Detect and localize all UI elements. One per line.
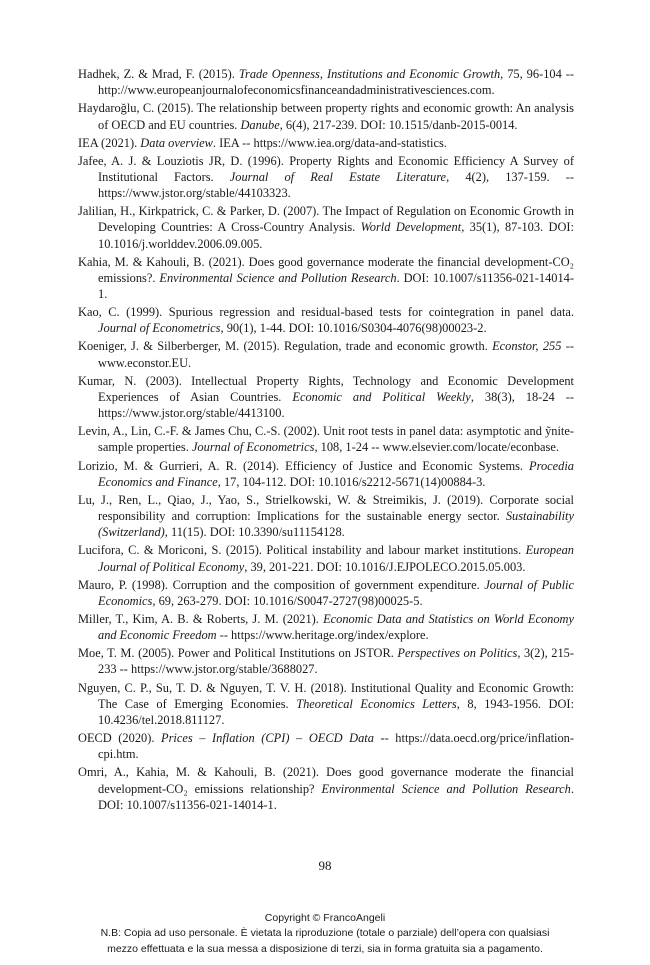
reference-entry: [78, 304, 574, 336]
reference-entry: [78, 153, 574, 202]
reference-text: -- https://data.oecd.org/price/inflation-cpi.htm.: [98, 731, 575, 762]
reference-text: OECD (2020).: [78, 731, 162, 746]
reference-source-title: Danube: [240, 117, 280, 132]
reference-text: . DOI: 10.1007/s11356-021-14014-1.: [98, 270, 574, 302]
reference-entry: [78, 730, 574, 762]
reference-entry: [78, 542, 574, 574]
reference-source-title: Journal of Real Estate Literature: [229, 169, 447, 184]
reference-text: , 69, 263-279. DOI: 10.1016/S0047-2727(98)00025-5.: [152, 593, 423, 608]
reference-text: IEA (2021).: [78, 135, 141, 150]
reference-source-title: Environmental Science and Pollution Research: [159, 270, 397, 285]
reference-text: -- https://www.heritage.org/index/explore.: [216, 628, 429, 643]
reference-text: Kumar, N. (2003). Intellectual Property Rights, Technology and Economic Development Experiences of Asian Countries.: [78, 373, 574, 404]
reference-source-title: Perspectives on Politics: [397, 646, 518, 661]
reference-text: Lucifora, C. & Moriconi, S. (2015). Political instability and labour market institutions.: [78, 543, 526, 558]
reference-source-title: Economic and Political Weekly: [292, 389, 471, 404]
reference-text: , 75, 96-104 -- http://www.europeanjournalofeconomicsfinanceandadministrativesciences.com.: [98, 67, 575, 98]
reference-source-title: Journal of Econometrics: [98, 321, 221, 336]
reference-text: , 3(2), 215-233 -- https://www.jstor.org/stable/3688027.: [98, 646, 574, 677]
reference-text: -- www.econstor.EU.: [98, 339, 575, 370]
reference-source-title: Prices – Inflation (CPI) – OECD Data: [161, 731, 374, 746]
usage-notice-line-2: mezzo effettuata e la sua messa a disposizione di terzi, sia in forma gratuita sia a pagamento.: [107, 942, 543, 955]
copyright-line: Copyright © FrancoAngeli: [264, 912, 386, 924]
reference-text: , 35(1), 87-103. DOI: 10.1016/j.worlddev.2006.09.005.: [98, 220, 574, 251]
reference-source-title: Theoretical Economics Letters: [296, 696, 457, 711]
reference-text: Kao, C. (1999). Spurious regression and residual-based tests for cointegration in panel data.: [78, 305, 574, 320]
reference-text: Hadhek, Z. & Mrad, F. (2015).: [78, 67, 239, 81]
reference-entry: [78, 66, 574, 98]
page-number: 98: [318, 858, 332, 873]
reference-text: Miller, T., Kim, A. B. & Roberts, J. M. (2021).: [78, 611, 324, 626]
reference-text: . IEA -- https://www.iea.org/data-and-statistics.: [212, 135, 447, 150]
reference-text: Lu, J., Ren, L., Qiao, J., Yao, S., Strielkowski, W. & Streimikis, J. (2019). Corporate social responsibility and corruption: Implications for the sustainable energy sector.: [78, 492, 574, 524]
reference-entry: [78, 458, 574, 490]
reference-text: Haydaroğlu, C. (2015). The relationship between property rights and economic growth: An analysis of OECD and EU countries.: [78, 101, 574, 132]
reference-text: Omri, A., Kahia, M. & Kahouli, B. (2021). Does good governance moderate the financial development-CO₂ emissions relationship?: [78, 765, 574, 796]
reference-text: . DOI: 10.1007/s11356-021-14014-1.: [98, 781, 574, 812]
reference-entry: [78, 645, 574, 677]
reference-entry: [78, 135, 574, 151]
reference-list: [78, 66, 574, 815]
reference-text: , 38(3), 18-24 -- https://www.jstor.org/stable/4413100.: [98, 389, 575, 421]
reference-entry: [78, 338, 574, 370]
reference-entry: [78, 100, 574, 132]
reference-text: , 6(4), 217-239. DOI: 10.1515/danb-2015-0014.: [279, 117, 518, 132]
reference-text: Nguyen, C. P., Su, T. D. & Nguyen, T. V. H. (2018). Institutional Quality and Economic Growth: The Case of Emerging Economies.: [78, 680, 574, 711]
reference-entry: [78, 764, 574, 813]
reference-entry: [78, 577, 574, 609]
reference-text: Jalilian, H., Kirkpatrick, C. & Parker, D. (2007). The Impact of Regulation on Economic Growth in Developing Countries: A Cross-Country Analysis.: [78, 204, 574, 235]
reference-text: Lorizio, M. & Gurrieri, A. R. (2014). Efficiency of Justice and Economic Systems.: [78, 458, 530, 473]
reference-entry: [78, 680, 574, 729]
reference-text: , 8, 1943-1956. DOI: 10.4236/tel.2018.811127.: [98, 696, 575, 727]
reference-text: , 108, 1-24 -- www.elsevier.com/locate/econbase.: [314, 440, 559, 455]
reference-entry: [78, 492, 574, 541]
reference-entry: [78, 254, 574, 303]
reference-text: , 4(2), 137-159. -- https://www.jstor.org/stable/44103323.: [98, 169, 575, 201]
reference-text: , 90(1), 1-44. DOI: 10.1016/S0304-4076(98)00023-2.: [220, 321, 487, 336]
reference-text: , 39, 201-221. DOI: 10.1016/J.EJPOLECO.2015.05.003.: [244, 559, 526, 574]
reference-source-title: Econstor, 255: [492, 339, 562, 354]
reference-text: Levin, A., Lin, C.-F. & James Chu, C.-S. (2002). Unit root tests in panel data: asymptotic and ỹnite-sample properties.: [78, 424, 574, 455]
reference-source-title: Journal of Public Economics: [98, 577, 574, 608]
reference-entry: [78, 373, 574, 422]
copyright-footer: [0, 911, 650, 957]
reference-source-title: Sustainability (Switzerland): [98, 509, 574, 540]
reference-source-title: Environmental Science and Pollution Research: [321, 781, 571, 796]
reference-source-title: European Journal of Political Economy: [98, 543, 574, 574]
reference-source-title: Economic Data and Statistics on World Economy and Economic Freedom: [98, 611, 574, 643]
reference-text: Moe, T. M. (2005). Power and Political Institutions on JSTOR.: [78, 646, 398, 661]
reference-text: Koeniger, J. & Silberberger, M. (2015). Regulation, trade and economic growth.: [78, 339, 493, 354]
reference-source-title: Trade Openness, Institutions and Economic Growth: [238, 67, 501, 81]
reference-text: Mauro, P. (1998). Corruption and the composition of government expenditure.: [78, 577, 485, 592]
reference-source-title: World Development: [360, 220, 462, 235]
reference-source-title: Journal of Econometrics: [191, 440, 315, 455]
usage-notice-line-1: N.B: Copia ad uso personale. È vietata la riproduzione (totale o parziale) dell’opera con qualsiasi: [100, 927, 550, 940]
reference-entry: [78, 611, 574, 643]
reference-source-title: Data overview: [140, 135, 213, 150]
reference-text: Jafee, A. J. & Louziotis JR, D. (1996). Property Rights and Economic Efficiency A Survey of Institutional Factors.: [78, 153, 574, 184]
reference-entry: [78, 423, 574, 455]
reference-source-title: Procedia Economics and Finance: [98, 458, 574, 489]
reference-text: , 11(15). DOI: 10.3390/su11154128.: [164, 525, 345, 540]
reference-text: , 17, 104-112. DOI: 10.1016/s2212-5671(14)00884-3.: [217, 474, 486, 489]
reference-entry: [78, 203, 574, 252]
reference-text: Kahia, M. & Kahouli, B. (2021). Does good governance moderate the financial development-CO₂ emissions?.: [78, 254, 574, 285]
